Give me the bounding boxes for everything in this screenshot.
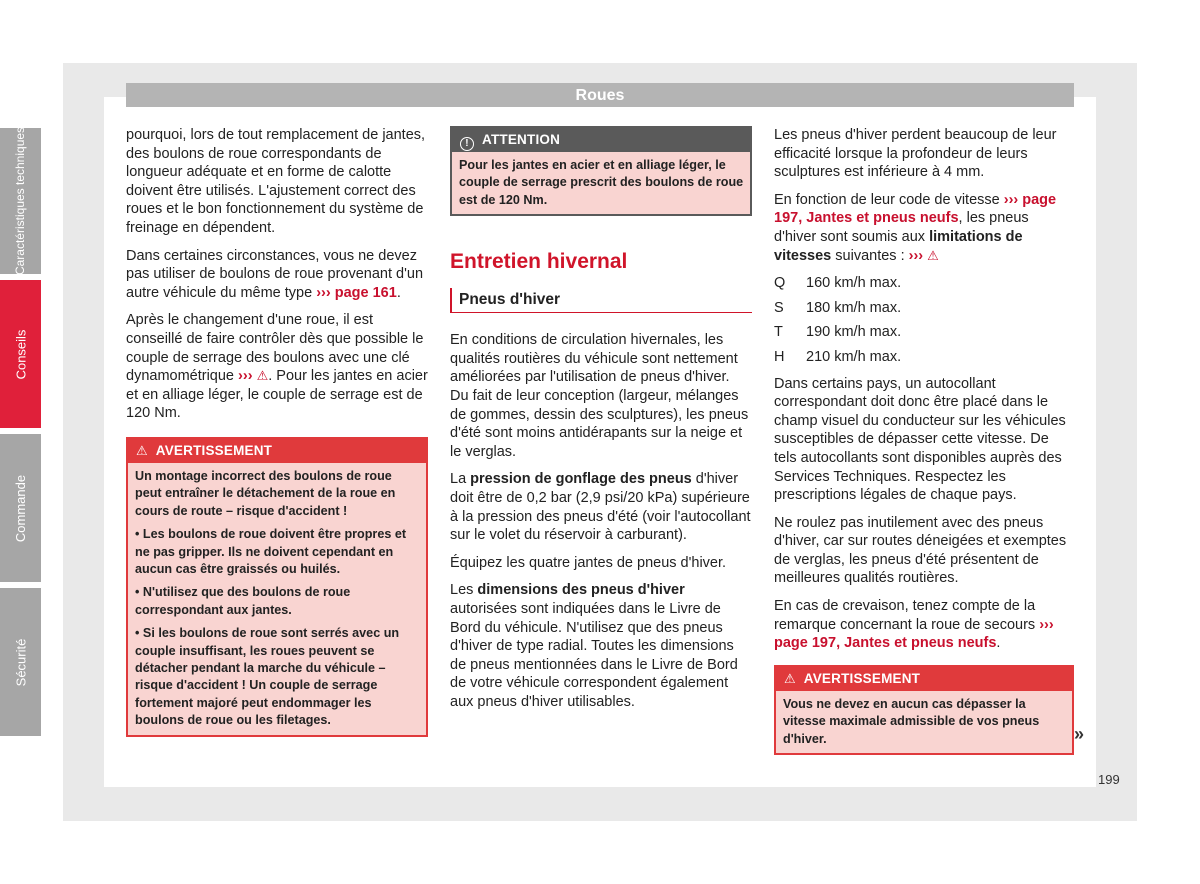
section-title: Entretien hivernal <box>450 250 628 274</box>
speed-row: T 190 km/h max. <box>774 324 902 341</box>
page-reference-link[interactable]: ››› page 197, Jantes et pneus neufs <box>774 191 1057 227</box>
paragraph: Après le changement d'une roue, il est conseillé de faire contrôler dès que possible le couple de serrage des boulons avec une clé dynamométrique ››› ⚠. Pour les jantes en acier et en alliage léger, le couple de serrage est de 120 Nm. <box>126 312 428 422</box>
page-number: 199 <box>1098 772 1120 787</box>
attention-box <box>450 126 752 216</box>
paragraph: Dans certains pays, un autocollant correspondant doit donc être placé dans le champ visuel du conducteur sur les véhicules susceptibles de dépasser cette vitesse. De tels autocollants sont disponibles auprès des Services Techniques. Respectez les prescriptions légales de chaque pays. <box>774 375 1066 504</box>
attention-box-header: ! ATTENTION <box>452 128 750 152</box>
tab-securite[interactable]: Sécurité <box>0 588 41 736</box>
warning-box-header: ⚠ AVERTISSEMENT <box>128 439 426 463</box>
paragraph: En fonction de leur code de vitesse ››› page 197, Jantes et pneus neufs, les pneus d'hiver sont soumis aux limitations de vitesses suivantes : ››› ⚠ <box>774 191 1057 264</box>
tab-caracteristiques-techniques[interactable]: Caractéristiques techniques <box>0 128 41 274</box>
bullet-item: • N'utilisez que des boulons de roue correspondant aux jantes. <box>135 585 351 617</box>
attention-box-body: Pour les jantes en acier et en alliage léger, le couple de serrage prescrit des boulons de roue est de 120 Nm. <box>459 158 744 207</box>
paragraph: pourquoi, lors de tout remplacement de jantes, des boulons de roue correspondants de longueur adéquate et en forme de calotte doivent être utilisés. L'ajustement correct des roues et le bon fonctionnement du système de freinage en dépendent. <box>126 127 426 236</box>
paragraph: En cas de crevaison, tenez compte de la remarque concernant la roue de secours ››› page 197, Jantes et pneus neufs. <box>774 598 1054 652</box>
bullet-item: • Si les boulons de roue sont serrés avec un couple insuffisant, les roues peuvent se détacher pendant la marche du véhicule – risque d'accident ! Un couple de serrage fortement majoré peut endommager les boulons de roue ou les filetages. <box>135 626 400 728</box>
paragraph: Ne roulez pas inutilement avec des pneus d'hiver, car sur routes déneigées et exemptes de verglas, les pneus d'été présentent de meilleures qualités routières. <box>774 514 1067 587</box>
column-right <box>774 126 1074 765</box>
warning-box-header: ⚠ AVERTISSEMENT <box>776 667 1072 691</box>
page-reference-link[interactable]: ››› page 161 <box>316 284 397 301</box>
warning-triangle-icon: ⚠ <box>136 442 148 458</box>
paragraph: En conditions de circulation hivernales, les qualités routières du véhicule sont nettement améliorées par l'utilisation de pneus d'hiver. Du fait de leur conception (largeur, mélanges de gommes, dessin des sculptures), les pneus d'été sont moins antidérapants sur la neige et le verglas. <box>450 332 749 460</box>
paragraph: La pression de gonflage des pneus d'hiver doit être de 0,2 bar (2,9 psi/20 kPa) supérieure à la pression des pneus d'été (voir l'autocollant sur le volet du réservoir à carburant). <box>450 471 751 544</box>
speed-row: H 210 km/h max. <box>774 348 902 365</box>
warning-box <box>126 437 428 737</box>
paragraph: Les dimensions des pneus d'hiver autorisées sont indiquées dans le Livre de Bord du véhicule. N'utilisez que des pneus d'hiver de type radial. Toutes les dimensions de pneus mentionnées dans le Livre de Bord de votre véhicule correspondent également aux pneus d'hiver utilisables. <box>450 582 738 710</box>
speed-list <box>774 274 1074 366</box>
warning-triangle-icon: ⚠ <box>784 670 796 686</box>
speed-row: Q 160 km/h max. <box>774 275 902 292</box>
speed-row: S 180 km/h max. <box>774 299 902 316</box>
info-circle-icon: ! <box>460 137 474 151</box>
tab-conseils[interactable]: Conseils <box>0 280 41 428</box>
warning-triangle-icon: ⚠ <box>256 368 269 384</box>
column-middle <box>450 126 752 721</box>
warning-box-body: Un montage incorrect des boulons de roue peut entraîner le détachement de la roue en cours de route – risque d'accident ! • Les boulons de roue doivent être propres et ne pas gripper. Ils ne doivent cependant en aucun cas être graissés ou huilés. • N'utilisez que des boulons de roue correspondant aux jantes. • Si les boulons de roue sont serrés avec un couple insuffisant, les roues peuvent se détacher pendant la marche du véhicule – risque d'accident ! Un couple de serrage fortement majoré peut endommager les boulons de roue ou les filetages. <box>128 463 426 735</box>
warning-triangle-icon: ⚠ <box>927 247 939 263</box>
continue-arrow-icon: » <box>1074 724 1085 744</box>
page-header: Roues <box>126 83 1074 107</box>
reference-link[interactable]: ››› <box>908 247 924 264</box>
subsection-title: Pneus d'hiver <box>450 288 752 313</box>
paragraph: Les pneus d'hiver perdent beaucoup de leur efficacité lorsque la profondeur de leurs sculptures est inférieure à 4 mm. <box>774 127 1057 181</box>
warning-box <box>774 665 1074 755</box>
paragraph: Équipez les quatre jantes de pneus d'hiver. <box>450 554 727 571</box>
bullet-item: • Les boulons de roue doivent être propres et ne pas gripper. Ils ne doivent cependant en aucun cas être graissés ou huilés. <box>135 527 407 576</box>
tab-commande[interactable]: Commande <box>0 434 41 582</box>
warning-box-body: Vous ne devez en aucun cas dépasser la vitesse maximale admissible de vos pneus d'hiver. <box>783 696 1040 746</box>
page-reference-link[interactable]: ››› page 197, Jantes et pneus neufs <box>774 616 1054 652</box>
reference-link[interactable]: ››› <box>238 368 253 385</box>
column-left <box>126 126 428 747</box>
paragraph: Dans certaines circonstances, vous ne devez pas utiliser de boulons de roue provenant d'un autre véhicule du même type ››› page 161. <box>126 247 424 301</box>
